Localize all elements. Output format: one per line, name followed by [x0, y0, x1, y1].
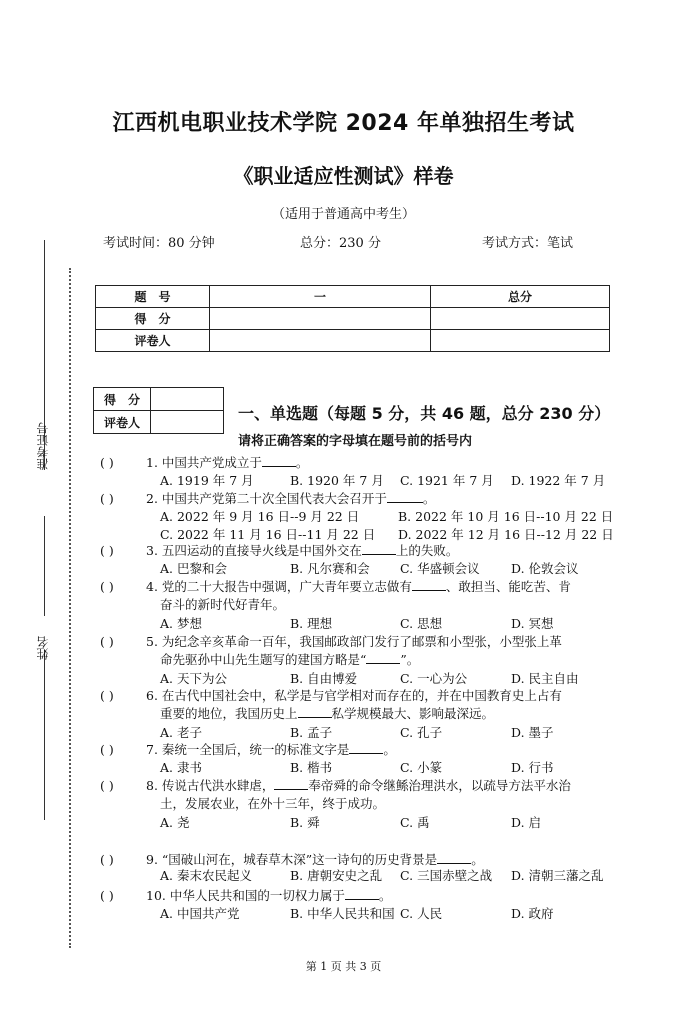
applicability-note: （适用于普通高中考生）	[271, 207, 415, 222]
question-text-tail: 。	[295, 455, 309, 470]
option-a: A. 老子	[160, 725, 202, 740]
option-b: B. 2022 年 10 月 16 日--10 月 22 日	[398, 509, 614, 524]
row-label-score: 得 分	[96, 308, 210, 330]
question-text: 4. 党的二十大报告中强调，广大青年要立志做有	[146, 579, 412, 594]
question-text: 7. 秦统一全国后，统一的标准文字是	[146, 742, 350, 757]
answer-blank[interactable]	[298, 705, 332, 718]
option-c: C. 2022 年 11 月 16 日--11 月 22 日	[160, 527, 376, 542]
question-text-continued: 重要的地位，我国历史上	[160, 706, 298, 721]
option-c: C. 孔子	[400, 725, 443, 740]
question-text-continued-tail: ”。	[400, 652, 420, 667]
section-grader-label: 评卷人	[94, 411, 151, 434]
question-text: 6. 在古代中国社会中，私学是与官学相对而存在的，并在中国教育史上占有	[146, 688, 562, 703]
option-d: D. 1922 年 7 月	[511, 473, 606, 488]
answer-bracket[interactable]: ( )	[100, 742, 114, 757]
answer-bracket[interactable]: ( )	[100, 888, 114, 903]
question-text: 3. 五四运动的直接导火线是中国外交在	[146, 543, 362, 558]
option-a: A. 中国共产党	[160, 906, 240, 921]
question-stem	[100, 541, 620, 560]
question-stem	[100, 453, 620, 472]
section-score-table	[93, 387, 224, 434]
col-header-one: 一	[210, 286, 431, 308]
answer-bracket[interactable]: ( )	[100, 688, 114, 703]
option-d: D. 民主自由	[511, 671, 579, 686]
option-c: C. 禹	[400, 815, 430, 830]
question-text-continued: 土，发展农业，在外十三年，终于成功。	[160, 796, 386, 811]
question-text-continued: 奋斗的新时代好青年。	[160, 597, 286, 612]
option-b: B. 自由博爱	[290, 671, 358, 686]
option-b: B. 凡尔赛和会	[290, 561, 370, 576]
name-label: 姓名	[36, 636, 50, 660]
section-heading: 一、单选题（每题 5 分，共 46 题，总分 230 分）	[238, 404, 611, 423]
option-d: D. 2022 年 12 月 16 日--12 月 22 日	[398, 527, 614, 542]
exam-method: 考试方式：笔试	[482, 236, 574, 251]
question-text: 2. 中国共产党第二十次全国代表大会召开于	[146, 491, 387, 506]
option-d: D. 行书	[511, 760, 554, 775]
score-cell-total	[431, 308, 610, 330]
answer-blank[interactable]	[349, 741, 383, 754]
option-a: A. 巴黎和会	[160, 561, 227, 576]
option-d: D. 伦敦会议	[511, 561, 579, 576]
question-text: 10. 中华人民共和国的一切权力属于	[146, 888, 345, 903]
exam-title: 江西机电职业技术学院 2024 年单独招生考试	[112, 111, 575, 136]
option-a: A. 天下为公	[160, 671, 227, 686]
option-b: B. 楷书	[290, 760, 333, 775]
question-text: 1. 中国共产党成立于	[146, 455, 262, 470]
answer-blank[interactable]	[262, 454, 296, 467]
answer-blank[interactable]	[387, 490, 423, 503]
question-continuation	[100, 704, 680, 723]
option-c: C. 1921 年 7 月	[400, 473, 494, 488]
name-line	[44, 650, 45, 820]
option-d: D. 清朝三藩之乱	[511, 868, 604, 883]
option-c: C. 人民	[400, 906, 443, 921]
answer-blank[interactable]	[366, 651, 400, 664]
answer-bracket[interactable]: ( )	[100, 634, 114, 649]
section-score-cell	[151, 388, 224, 411]
option-a: A. 尧	[160, 815, 190, 830]
question-stem	[100, 632, 620, 651]
answer-blank[interactable]	[345, 887, 379, 900]
question-text: 5. 为纪念辛亥革命一百年，我国邮政部门发行了邮票和小型张，小型张上革	[146, 634, 562, 649]
question-stem	[100, 686, 620, 705]
option-a: A. 2022 年 9 月 16 日--9 月 22 日	[160, 509, 360, 524]
option-d: D. 墨子	[511, 725, 554, 740]
row-label-number: 题 号	[96, 286, 210, 308]
answer-bracket[interactable]: ( )	[100, 455, 114, 470]
exam-time: 考试时间：80 分钟	[103, 236, 215, 251]
question-text-tail: 上的失败。	[395, 543, 459, 558]
question-text-tail: 。	[471, 852, 484, 867]
answer-blank[interactable]	[412, 578, 446, 591]
question-text-tail: 。	[383, 742, 396, 757]
answer-bracket[interactable]: ( )	[100, 491, 114, 506]
option-b: B. 1920 年 7 月	[290, 473, 384, 488]
option-b: B. 唐朝安史之乱	[290, 868, 383, 883]
grader-cell-one	[210, 330, 431, 352]
option-c: C. 华盛顿会议	[400, 561, 480, 576]
question-stem	[100, 886, 620, 905]
answer-blank[interactable]	[274, 777, 308, 790]
answer-bracket[interactable]: ( )	[100, 579, 114, 594]
option-c: C. 小篆	[400, 760, 443, 775]
question-text-tail: 。	[378, 888, 392, 903]
row-label-grader: 评卷人	[96, 330, 210, 352]
exam-subtitle: 《职业适应性测试》样卷	[233, 164, 454, 188]
option-a: A. 梦想	[160, 616, 202, 631]
question-continuation	[100, 794, 680, 813]
option-b: B. 中华人民共和国	[290, 906, 395, 921]
question-text-tail: 、敢担当、能吃苦、肯	[445, 579, 571, 594]
question-text: 9. “国破山河在，城春草木深”这一诗句的历史背景是	[146, 852, 438, 867]
answer-blank[interactable]	[437, 851, 471, 864]
section-grader-cell	[151, 411, 224, 434]
question-text-continued-tail: 私学规模最大、影响最深远。	[331, 706, 495, 721]
question-text-tail: 奉帝舜的命令继鲧治理洪水，以疏导方法平水治	[308, 778, 571, 793]
answer-bracket[interactable]: ( )	[100, 543, 114, 558]
question-stem	[100, 577, 620, 596]
option-d: D. 冥想	[511, 616, 554, 631]
answer-bracket[interactable]: ( )	[100, 852, 114, 867]
score-table	[95, 285, 610, 352]
answer-blank[interactable]	[362, 542, 396, 555]
option-a: A. 秦末农民起义	[160, 868, 252, 883]
option-d: D. 启	[511, 815, 542, 830]
question-text: 8. 传说古代洪水肆虐，	[146, 778, 275, 793]
question-stem	[100, 740, 620, 759]
section-score-label: 得 分	[94, 388, 151, 411]
score-cell-one	[210, 308, 431, 330]
section-instruction: 请将正确答案的字母填在题号前的括号内	[238, 434, 473, 449]
question-stem	[100, 489, 620, 508]
question-stem	[100, 776, 620, 795]
question-continuation	[100, 595, 680, 614]
option-a: A. 1919 年 7 月	[160, 473, 254, 488]
option-b: B. 舜	[290, 815, 320, 830]
option-c: C. 思想	[400, 616, 443, 631]
admission-number-label: 准考证号	[36, 422, 50, 470]
question-continuation	[100, 650, 680, 669]
binding-dotted-line	[69, 268, 71, 948]
option-b: B. 孟子	[290, 725, 333, 740]
question-text-continued: 命先驱孙中山先生题写的建国方略是“	[160, 652, 367, 667]
question-text-tail: 。	[422, 491, 436, 506]
option-c: C. 三国赤壁之战	[400, 868, 493, 883]
page-footer: 第 1 页 共 3 页	[305, 960, 382, 973]
col-header-total: 总分	[431, 286, 610, 308]
grader-cell-total	[431, 330, 610, 352]
option-c: C. 一心为公	[400, 671, 468, 686]
option-a: A. 隶书	[160, 760, 202, 775]
name-line-upper	[44, 516, 45, 616]
option-b: B. 理想	[290, 616, 333, 631]
total-score: 总分：230 分	[300, 236, 381, 251]
option-d: D. 政府	[511, 906, 554, 921]
answer-bracket[interactable]: ( )	[100, 778, 114, 793]
